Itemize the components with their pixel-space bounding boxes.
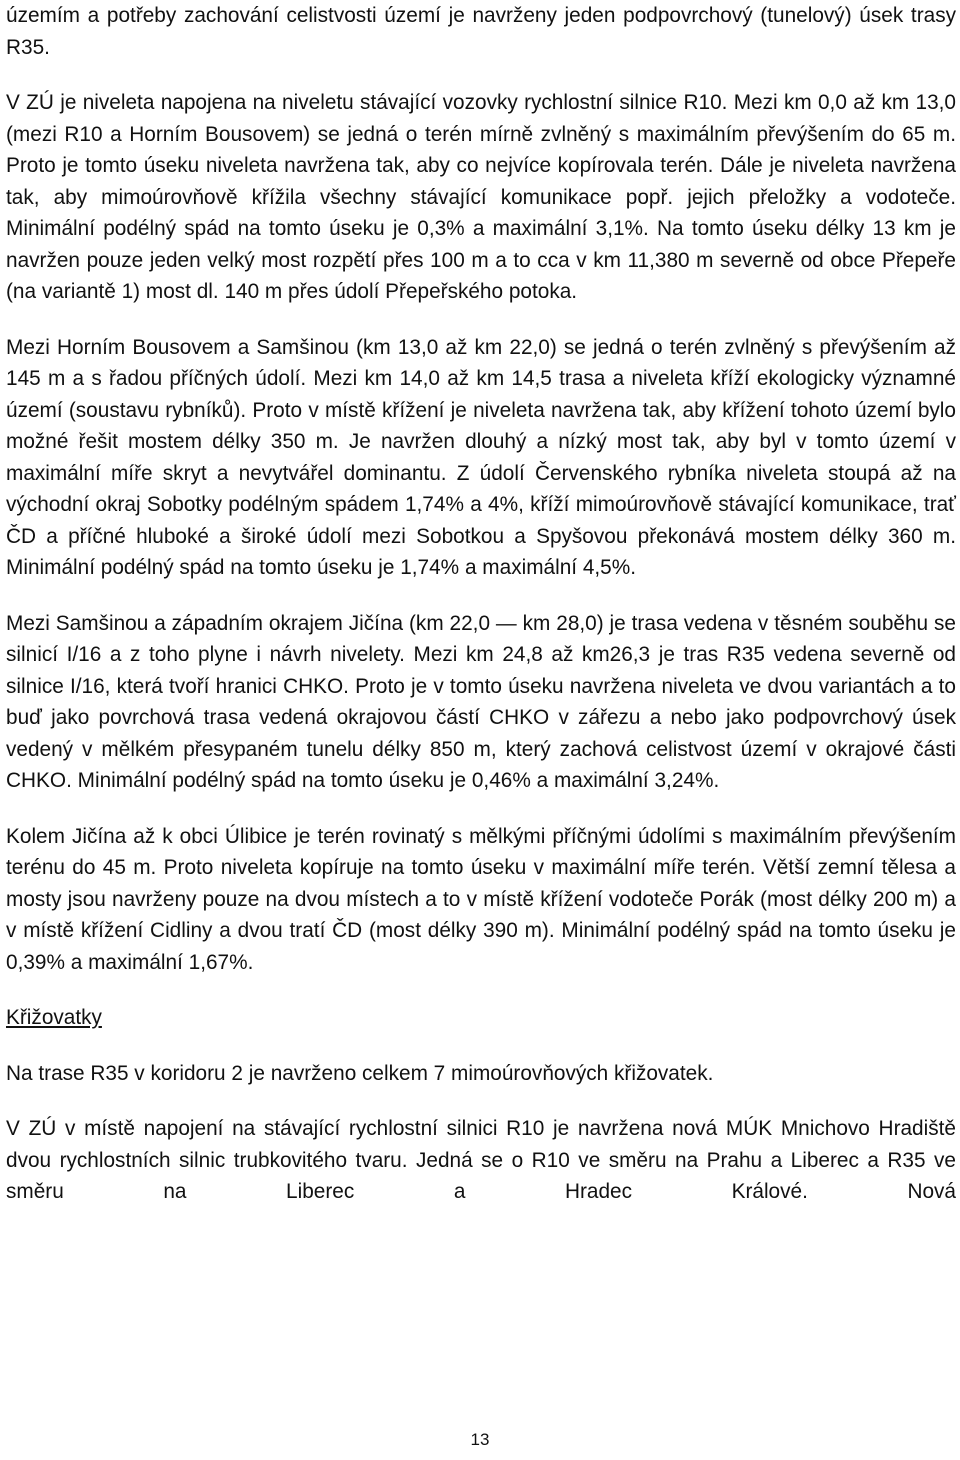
paragraph-section-r10-horni-bousov: V ZÚ je niveleta napojena na niveletu stávající vozovky rychlostní silnice R10. Mezi km 0,0 až km 13,0 (mezi R10 a Horním Bousovem) se jedná o terén mírně zvlněný s maximálním převýšením do 65 m. Proto je tomto úseku niveleta navržena tak, aby co nejvíce kopírovala terén. Dále je niveleta navržena tak, aby mimoúrovňově křížila všechny stávající komunikace popř. jejich přeložky a vodoteče. Minimální podélný spád na tomto úseku je 0,3% a maximální 3,1%. Na tomto úseku délky 13 km je navržen pouze jeden velký most rozpětí přes 100 m a to cca v km 11,380 m severně od obce Přepeře (na variantě 1) most dl. 140 m přes údolí Přepeřského potoka.: [6, 91, 956, 303]
paragraph-gap: [6, 797, 956, 821]
paragraph-section-samsina-jicin: Mezi Samšinou a západním okrajem Jičína (km 22,0 — km 28,0) je trasa vedena v těsném souběhu se silnicí I/16 a z toho plyne i návrh nivelety. Mezi km 24,8 až km26,3 je tras R35 vedena severně od silnice I/16, která tvoří hranici CHKO. Proto je v tomto úseku navržena niveleta ve dvou variantách a to buď jako povrchová trasa vedená okrajovou částí CHKO v zářezu a nebo jako podpovrchový úsek vedený v mělkém přesypaném tunelu délky 850 m, který zachová celistvost území v okrajové části CHKO. Minimální podélný spád na tomto úseku je 0,46% a maximální 3,24%.: [6, 611, 956, 792]
document-page: [6, 0, 956, 1208]
paragraph-muk-mnichovo-hradiste: V ZÚ v místě napojení na stávající rychlostní silnici R10 je navržena nová MÚK Mnichovo Hradiště dvou rychlostních silnic trubkovitého tvaru. Jedná se o R10 ve směru na Prahu a Liberec a R35 ve směru na Liberec a Hradec Králové. Nová: [6, 1117, 956, 1203]
section-heading-krizovatky: Křižovatky: [6, 1006, 102, 1029]
paragraph-gap: [6, 584, 956, 608]
page-number: 13: [470, 1430, 490, 1449]
paragraph-gap: [6, 1089, 956, 1113]
paragraph-gap: [6, 978, 956, 1002]
paragraph-gap: [6, 63, 956, 87]
paragraph-gap: [6, 308, 956, 332]
paragraph-section-jicin-ulibice: Kolem Jičína až k obci Úlibice je terén rovinatý s mělkými příčnými údolími s maximálním převýšením terénu do 45 m. Proto niveleta kopíruje na tomto úseku v maximální míře terén. Větší zemní tělesa a mosty jsou navrženy pouze na dvou místech a to v místě křížení vodoteče Porák (most délky 200 m) a v místě křížení Cidliny a dvou tratí ČD (most délky 390 m). Minimální podélný spád na tomto úseku je 0,39% a maximální 1,67%.: [6, 824, 956, 974]
paragraph-junction-count: Na trase R35 v koridoru 2 je navrženo celkem 7 mimoúrovňových křižovatek.: [6, 1061, 714, 1085]
paragraph-intro-continuation: územím a potřeby zachování celistvosti území je navrženy jeden podpovrchový (tunelový) úsek trasy R35.: [6, 4, 956, 59]
paragraph-gap: [6, 1034, 956, 1058]
paragraph-section-bousov-samsina: Mezi Horním Bousovem a Samšinou (km 13,0 až km 22,0) se jedná o terén zvlněný s převýšením až 145 m a s řadou příčných údolí. Mezi km 14,0 až km 14,5 trasa a niveleta kříží ekologicky významné území (soustavu rybníků). Proto v místě křížení je niveleta navržena tak, aby křížení tohoto území bylo možné řešit mostem délky 350 m. Je navržen dlouhý a nízký most tak, aby byl v tomto území v maximální míře skryt a nevytvářel dominantu. Z údolí Červenského rybníka niveleta stoupá až na východní okraj Sobotky podélným spádem 1,74% a 4%, kříží mimoúrovňově stávající komunikace, trať ČD a příčné hluboké a široké údolí mezi Sobotkou a Spyšovou překonává mostem délky 360 m. Minimální podélný spád na tomto úseku je 1,74% a maximální 4,5%.: [6, 335, 956, 579]
